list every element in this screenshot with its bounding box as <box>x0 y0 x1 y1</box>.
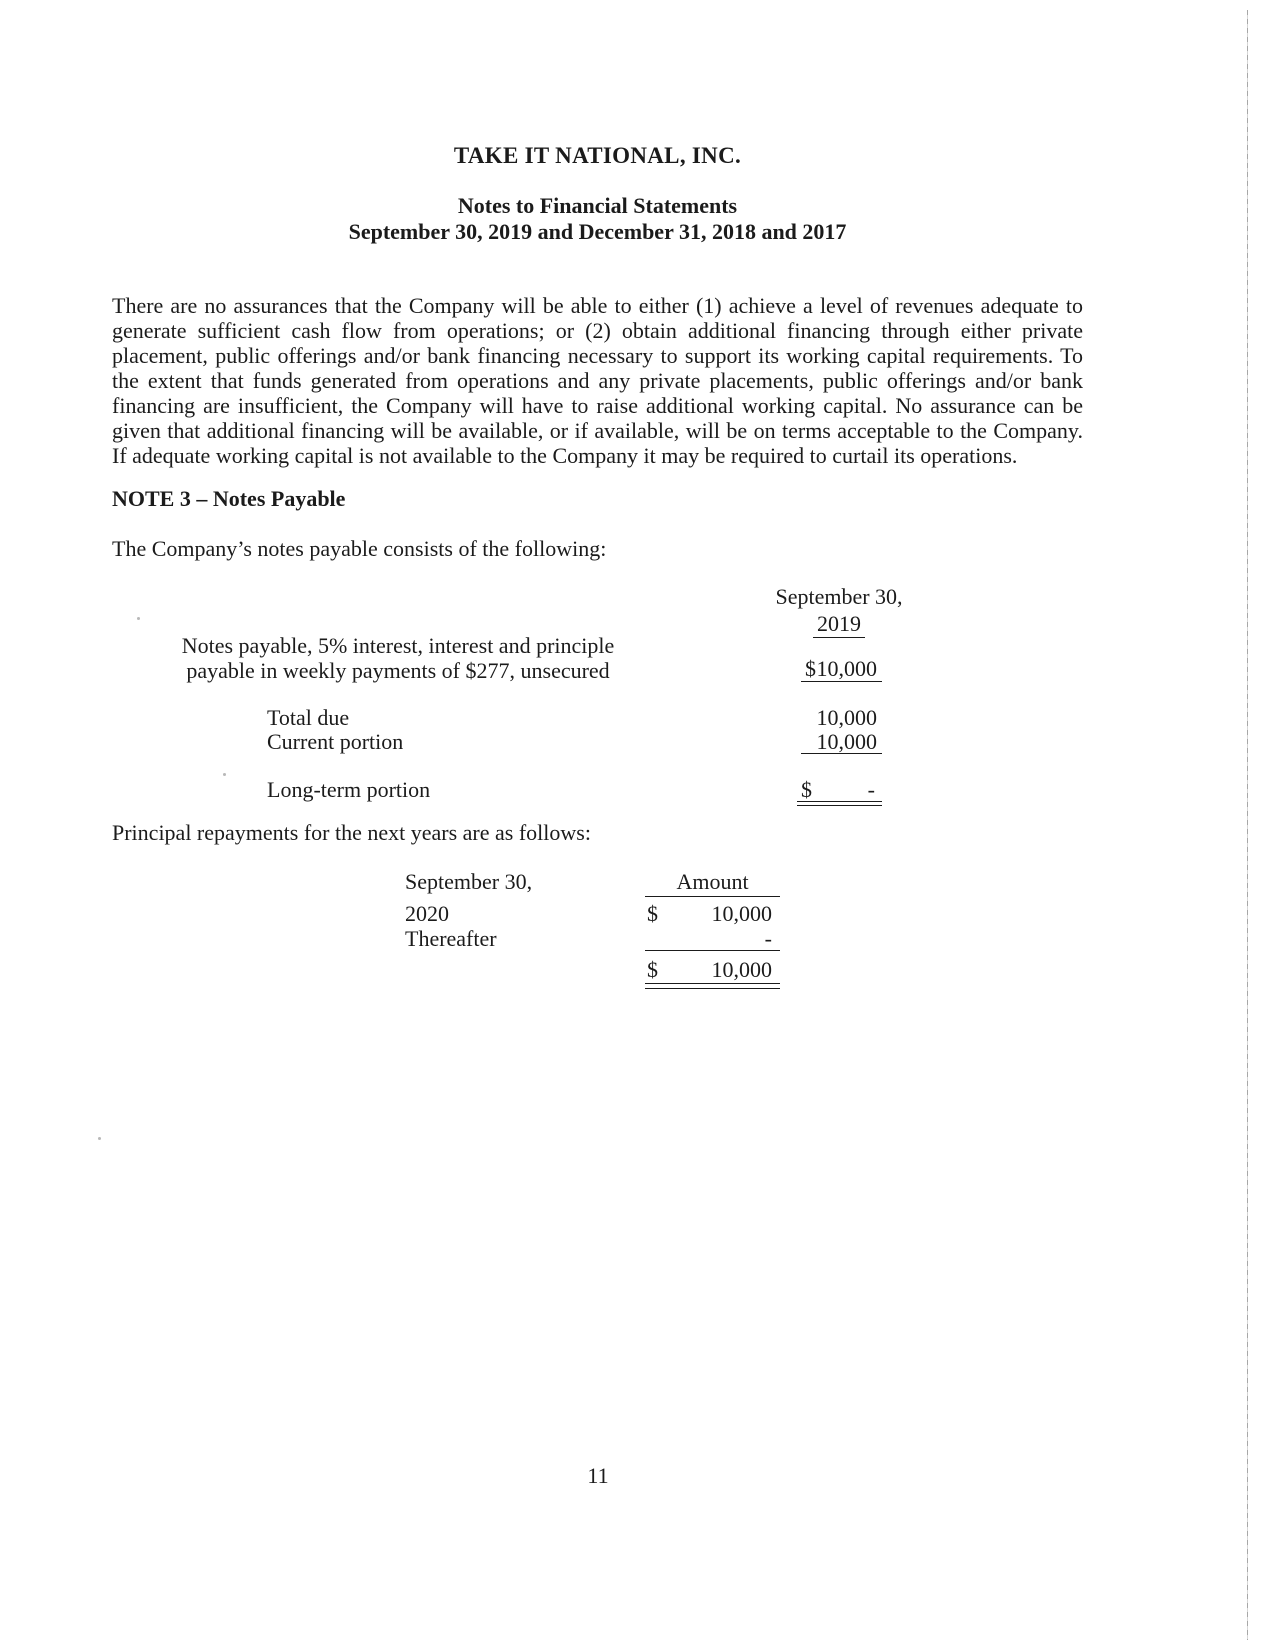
currency-symbol <box>803 705 805 730</box>
amount-header-rule <box>645 896 780 897</box>
repayments-col2-header: Amount <box>676 869 749 894</box>
currency-symbol <box>645 926 647 951</box>
note3-heading: NOTE 3 – Notes Payable <box>112 486 346 511</box>
page-number: 11 <box>587 1463 609 1488</box>
currency-symbol <box>803 729 805 754</box>
note3-intro: The Company’s notes payable consists of the following: <box>112 536 607 561</box>
repayment-year-label: 2020 <box>405 901 449 926</box>
current-portion-rule <box>801 753 882 754</box>
repayments-total-double-rule-bottom <box>645 988 780 989</box>
thereafter-value: - <box>764 926 772 951</box>
repayment-year-amount <box>645 901 773 926</box>
scan-speck <box>137 617 140 620</box>
long-term-double-rule-top <box>797 801 882 802</box>
repayments-subtotal-rule <box>645 950 780 951</box>
note-amount-rule <box>801 681 882 682</box>
scan-speck <box>223 773 226 776</box>
repayments-total-amount <box>645 957 773 982</box>
current-portion-label: Current portion <box>267 729 404 754</box>
repayments-col1-header: September 30, <box>405 869 533 894</box>
statement-title: Notes to Financial Statements <box>457 193 738 218</box>
note-description-line2: payable in weekly payments of $277, unsecured <box>186 658 610 683</box>
total-due-amount <box>803 705 878 730</box>
notes-table-header-line1: September 30, <box>775 584 903 609</box>
long-term-double-rule-bottom <box>797 805 882 806</box>
repayments-intro: Principal repayments for the next years are as follows: <box>112 820 591 845</box>
scan-artifact-line <box>1247 10 1248 1640</box>
notes-table-header-year: 2019 <box>813 611 865 638</box>
currency-symbol: $ <box>801 777 812 802</box>
note-amount <box>803 656 878 681</box>
statement-period: September 30, 2019 and December 31, 2018 and 2017 <box>348 219 847 244</box>
currency-symbol: $ <box>647 957 658 982</box>
total-due-label: Total due <box>267 705 350 730</box>
current-portion-amount <box>803 729 878 754</box>
notes-table-column-header <box>769 583 909 637</box>
scan-speck <box>98 1137 101 1140</box>
repayments-total-value: 10,000 <box>711 957 772 982</box>
long-term-portion-label: Long-term portion <box>267 777 431 802</box>
repayments-total-double-rule-top <box>645 983 780 984</box>
total-due-value: 10,000 <box>816 705 877 730</box>
going-concern-paragraph: There are no assurances that the Company will be able to either (1) achieve a level of revenues adequate to generate sufficient cash flow from operations; or (2) obtain additional financing through either private placement, public offerings and/or bank financing necessary to support its working capital requirements. To the extent that funds generated from operations and any private placements, public offerings and/or bank financing are insufficient, the Company will have to raise additional working capital. No assurance can be given that additional financing will be available, or if available, will be on terms acceptable to the Company. If adequate working capital is not available to the Company it may be required to curtail its operations. <box>112 293 1083 468</box>
current-portion-value: 10,000 <box>816 729 877 754</box>
repayment-year-value: 10,000 <box>711 901 772 926</box>
long-term-portion-value: - <box>867 777 875 802</box>
note-description-line1: Notes payable, 5% interest, interest and principle <box>181 633 615 658</box>
long-term-portion-amount <box>799 777 876 802</box>
company-name: TAKE IT NATIONAL, INC. <box>453 143 742 168</box>
currency-symbol: $ <box>647 901 658 926</box>
note-amount-value: 10,000 <box>816 656 877 681</box>
statement-header <box>112 193 1083 245</box>
thereafter-amount <box>645 926 773 951</box>
currency-symbol: $ <box>805 656 816 681</box>
note-description <box>152 633 644 683</box>
thereafter-label: Thereafter <box>405 926 497 951</box>
